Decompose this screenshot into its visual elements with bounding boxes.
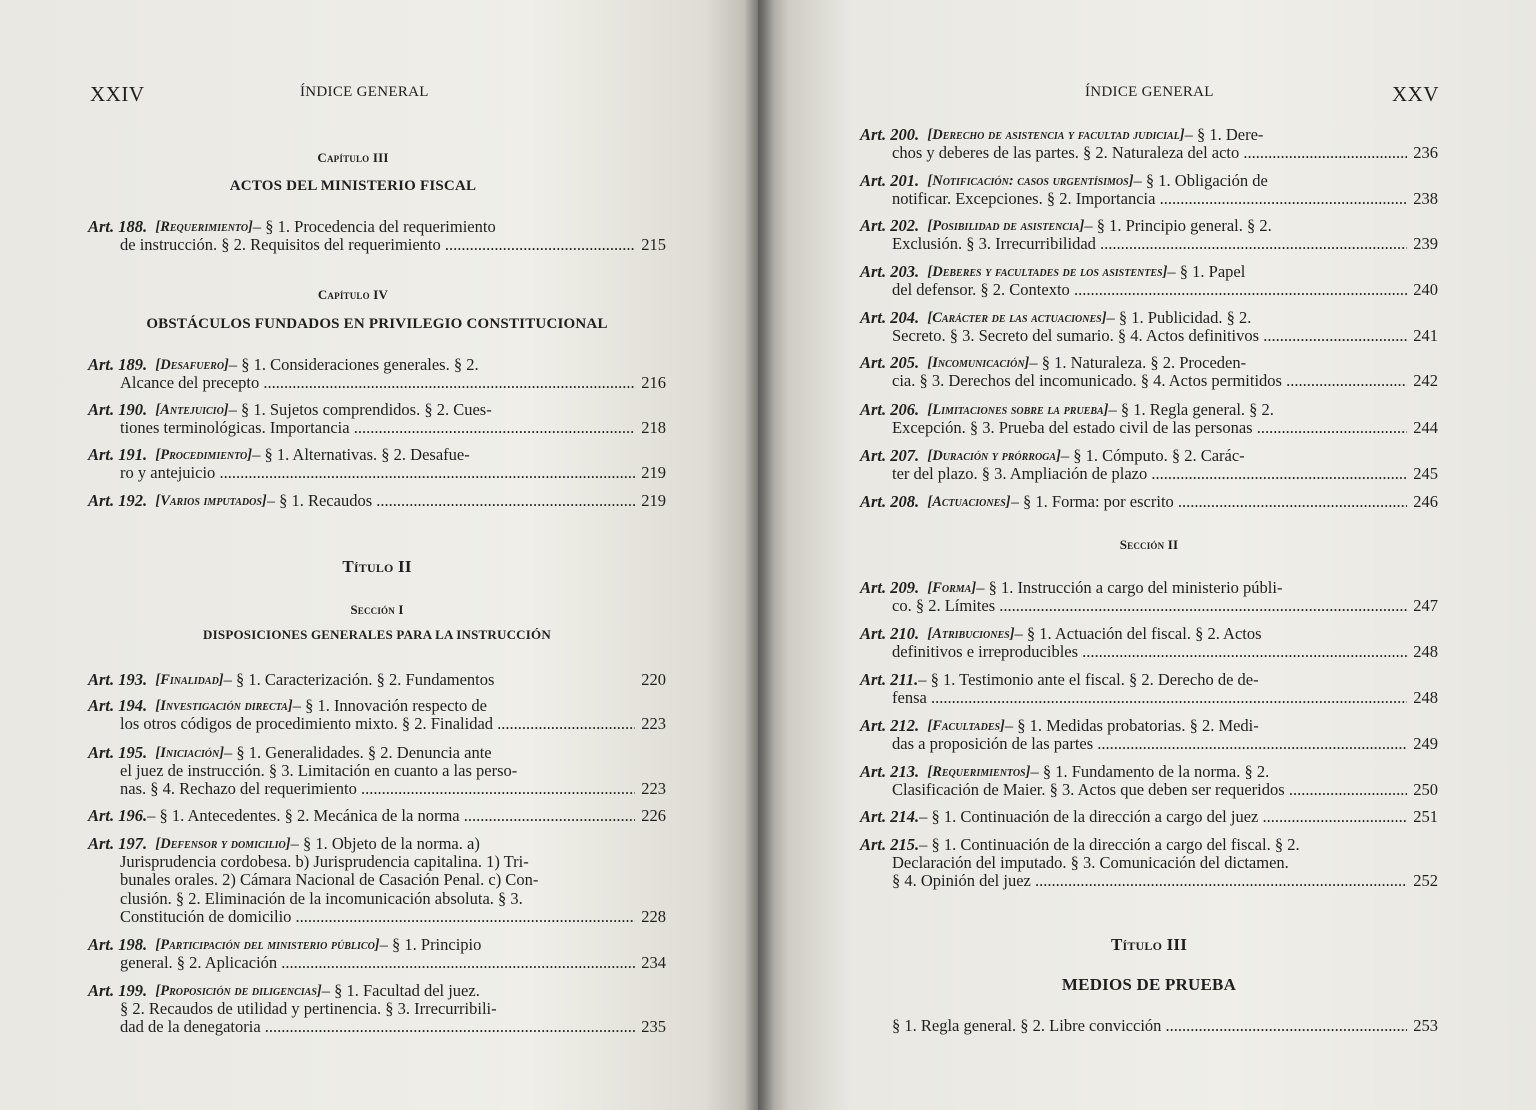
entry-text: notificar. Excepciones. § 2. Importancia ..... <box>892 190 1407 208</box>
article-number: Art. 189. <box>88 355 148 374</box>
entry-text: – § 1. Facultad del juez. <box>321 981 480 1000</box>
section-label: Sección I <box>350 602 404 617</box>
page-ref: 242 <box>1413 371 1438 391</box>
article-rubric: [Antejuicio] <box>155 402 229 418</box>
page-ref: 253 <box>1413 1016 1438 1035</box>
left-page <box>0 0 758 1110</box>
entry-text: ter del plazo. § 3. Ampliación de plazo ..... <box>892 465 1407 483</box>
article-rubric: [Actuaciones] <box>927 494 1011 510</box>
entry-text: – § 1. Testimonio ante el fiscal. § 2. Derecho de de- <box>918 670 1259 689</box>
book-gutter <box>744 0 774 1110</box>
chapter-title: ACTOS DEL MINISTERIO FISCAL <box>229 178 477 194</box>
article-number: Art. 201. <box>860 171 920 190</box>
toc-entry[interactable] <box>860 671 1438 707</box>
entry-text: – § 1. Alternativas. § 2. Desafue- <box>252 445 470 464</box>
entry-text: – § 1. Innovación respecto de <box>292 696 487 715</box>
article-number: Art. 198. <box>88 935 148 954</box>
article-rubric: [Notificación: casos urgentísimos] <box>927 173 1134 189</box>
page-ref: 234 <box>641 953 666 973</box>
entry-text: cia. § 3. Derechos del incomunicado. § 4. Actos permitidos ..... <box>892 372 1407 390</box>
entry-text: de instrucción. § 2. Requisitos del requerimiento ..... <box>120 236 635 254</box>
entry-text: Declaración del imputado. § 3. Comunicación del dictamen. <box>892 853 1289 873</box>
entry-text: – § 1. Antecedentes. § 2. Mecánica de la norma ..... <box>147 807 635 825</box>
article-rubric: [Investigación directa] <box>155 698 293 714</box>
article-number: Art. 203. <box>860 262 920 281</box>
toc-entry[interactable] <box>860 717 1438 753</box>
entry-text: dad de la denegatoria ..... <box>120 1018 635 1036</box>
page-ref: 247 <box>1413 596 1438 616</box>
page-ref: 219 <box>641 463 666 483</box>
entry-text: Jurisprudencia cordobesa. b) Jurisprudencia capitalina. 1) Tri- <box>120 852 529 872</box>
article-rubric: [Incomunicación] <box>927 355 1030 371</box>
right-page <box>758 0 1536 1110</box>
running-head: ÍNDICE GENERAL <box>1085 84 1214 100</box>
entry-text: § 4. Opinión del juez ..... <box>892 872 1407 890</box>
entry-text: – § 1. Papel <box>1167 262 1246 281</box>
entry-text: – § 1. Cómputo. § 2. Carác- <box>1060 446 1245 465</box>
entry-text: – § 1. Continuación de la dirección a cargo del juez ..... <box>919 808 1407 826</box>
page-ref: 216 <box>641 373 666 393</box>
toc-entry[interactable] <box>860 309 1438 345</box>
entry-text: – § 1. Fundamento de la norma. § 2. <box>1030 762 1270 781</box>
article-rubric: [Varios imputados] <box>155 493 267 509</box>
section-label: Sección II <box>1119 537 1179 552</box>
entry-text: el juez de instrucción. § 3. Limitación en cuanto a las perso- <box>120 761 518 781</box>
article-rubric: [Atribuciones] <box>927 626 1015 642</box>
toc-entry[interactable] <box>88 807 666 825</box>
entry-text: § 1. Regla general. § 2. Libre convicción ..... <box>892 1017 1407 1035</box>
entry-text: – § 1. Objeto de la norma. a) <box>290 834 480 853</box>
page-ref: 239 <box>1413 234 1438 254</box>
entry-text: – § 1. Consideraciones generales. § 2. <box>228 355 479 374</box>
page-ref: 240 <box>1413 280 1438 300</box>
page-number: XXIV <box>90 82 145 106</box>
toc-entry[interactable] <box>88 697 666 733</box>
running-head: ÍNDICE GENERAL <box>300 84 429 100</box>
toc-entry[interactable] <box>860 625 1438 661</box>
toc-entry[interactable] <box>892 1017 1438 1035</box>
article-number: Art. 207. <box>860 446 920 465</box>
entry-text: – § 1. Principio <box>379 935 482 954</box>
entry-text: chos y deberes de las partes. § 2. Naturaleza del acto ..... <box>892 144 1407 162</box>
title-label: Título II <box>342 557 412 576</box>
section-title: DISPOSICIONES GENERALES PARA LA INSTRUCCIÓN <box>203 627 551 642</box>
toc-entry[interactable] <box>88 982 666 1037</box>
article-number: Art. 188. <box>88 217 148 236</box>
page-ref: 244 <box>1413 418 1438 438</box>
article-rubric: [Forma] <box>927 580 977 596</box>
article-rubric: [Iniciación] <box>155 745 225 761</box>
entry-text: Alcance del precepto ..... <box>120 374 635 392</box>
toc-entry[interactable] <box>860 217 1438 253</box>
toc-entry[interactable] <box>860 401 1438 437</box>
page-ref: 248 <box>1413 642 1438 662</box>
article-number: Art. 194. <box>88 696 148 715</box>
article-number: Art. 211. <box>860 670 919 689</box>
entry-text: definitivos e irreproducibles ..... <box>892 643 1407 661</box>
entry-text: § 2. Recaudos de utilidad y pertinencia. § 3. Irrecurribili- <box>120 999 497 1019</box>
article-rubric: [Deberes y facultades de los asistentes] <box>927 264 1168 280</box>
entry-text: del defensor. § 2. Contexto ..... <box>892 281 1407 299</box>
article-rubric: [Participación del ministerio público] <box>155 937 380 953</box>
entry-text: – § 1. Instrucción a cargo del ministerio públi- <box>976 578 1283 597</box>
article-rubric: [Requerimientos] <box>927 764 1031 780</box>
page-ref: 236 <box>1413 143 1438 163</box>
entry-text: Clasificación de Maier. § 3. Actos que deben ser requeridos ..... <box>892 781 1407 799</box>
article-rubric: [Proposición de diligencias] <box>155 983 322 999</box>
article-number: Art. 205. <box>860 353 920 372</box>
article-rubric: [Duración y prórroga] <box>927 448 1061 464</box>
entry-text: – § 1. Dere- <box>1184 125 1264 144</box>
article-rubric: [Desafuero] <box>155 357 229 373</box>
toc-entry[interactable] <box>860 172 1438 208</box>
title-heading: MEDIOS DE PRUEBA <box>1061 975 1237 994</box>
entry-text: – § 1. Sujetos comprendidos. § 2. Cues- <box>228 400 492 419</box>
article-number: Art. 195. <box>88 743 148 762</box>
page-ref: 248 <box>1413 688 1438 708</box>
toc-entry[interactable] <box>860 808 1438 826</box>
page-ref: 250 <box>1413 780 1438 800</box>
entry-text: – § 1. Actuación del fiscal. § 2. Actos <box>1014 624 1262 643</box>
article-number: Art. 200. <box>860 125 920 144</box>
article-rubric: [Carácter de las actuaciones] <box>927 310 1107 326</box>
article-number: Art. 210. <box>860 624 920 643</box>
article-number: Art. 191. <box>88 445 148 464</box>
article-rubric: [Procedimiento] <box>155 447 253 463</box>
page-ref: 228 <box>641 906 666 926</box>
toc-entry[interactable] <box>88 671 666 689</box>
entry-text: Exclusión. § 3. Irrecurribilidad ..... <box>892 235 1407 253</box>
page-number: XXV <box>1392 82 1439 106</box>
chapter-label: Capítulo III <box>317 150 389 165</box>
article-rubric: [Posibilidad de asistencia] <box>927 218 1085 234</box>
page-ref: 249 <box>1413 734 1438 754</box>
chapter-title: OBSTÁCULOS FUNDADOS EN PRIVILEGIO CONSTITUCIONAL <box>146 316 608 332</box>
entry-text: general. § 2. Aplicación ..... <box>120 954 635 972</box>
entry-text: – § 1. Recaudos ..... <box>267 492 636 510</box>
entry-text: bunales orales. 2) Cámara Nacional de Casación Penal. c) Con- <box>120 870 539 890</box>
toc-entry[interactable] <box>860 763 1438 799</box>
page-ref: 223 <box>641 779 666 799</box>
toc-entry[interactable] <box>88 401 666 437</box>
toc-entry[interactable] <box>88 218 666 254</box>
article-number: Art. 212. <box>860 716 920 735</box>
page-ref: 219 <box>641 491 666 510</box>
entry-text: Constitución de domicilio ..... <box>120 908 635 926</box>
article-number: Art. 215. <box>860 835 920 854</box>
article-number: Art. 199. <box>88 981 148 1000</box>
toc-entry[interactable] <box>88 936 666 972</box>
toc-entry[interactable] <box>88 744 666 799</box>
entry-text: tiones terminológicas. Importancia ..... <box>120 419 635 437</box>
entry-text: – § 1. Caracterización. § 2. Fundamentos <box>223 670 495 689</box>
article-number: Art. 192. <box>88 491 148 510</box>
article-number: Art. 208. <box>860 492 920 511</box>
page-ref: 238 <box>1413 189 1438 209</box>
title-label: Título III <box>1110 935 1188 954</box>
article-number: Art. 202. <box>860 216 920 235</box>
toc-entry[interactable] <box>860 579 1438 615</box>
entry-text: – § 1. Continuación de la dirección a cargo del fiscal. § 2. <box>919 835 1300 854</box>
entry-text: co. § 2. Límites ..... <box>892 597 1407 615</box>
entry-text: – § 1. Medidas probatorias. § 2. Medi- <box>1004 716 1259 735</box>
entry-text: – § 1. Regla general. § 2. <box>1108 400 1274 419</box>
article-number: Art. 204. <box>860 308 920 327</box>
page-ref: 241 <box>1413 326 1438 346</box>
toc-entry[interactable] <box>88 835 666 926</box>
page-ref: 246 <box>1413 492 1438 511</box>
toc-entry[interactable] <box>88 492 666 510</box>
article-number: Art. 193. <box>88 670 148 689</box>
entry-text: ro y antejuicio ..... <box>120 464 635 482</box>
page-ref: 252 <box>1413 871 1438 891</box>
entry-text: – § 1. Generalidades. § 2. Denuncia ante <box>224 743 492 762</box>
page-ref: 215 <box>641 235 666 255</box>
article-rubric: [Defensor y domicilio] <box>155 836 291 852</box>
toc-entry[interactable] <box>860 263 1438 299</box>
page-ref: 226 <box>641 806 666 825</box>
page-ref: 220 <box>641 670 666 689</box>
entry-text: Excepción. § 3. Prueba del estado civil de las personas ..... <box>892 419 1407 437</box>
page-ref: 223 <box>641 714 666 734</box>
toc-entry[interactable] <box>860 447 1438 483</box>
toc-entry[interactable] <box>860 493 1438 511</box>
entry-text: – § 1. Forma: por escrito ..... <box>1011 493 1408 511</box>
article-number: Art. 209. <box>860 578 920 597</box>
article-number: Art. 190. <box>88 400 148 419</box>
toc-entry[interactable] <box>860 354 1438 390</box>
toc-entry[interactable] <box>860 836 1438 891</box>
entry-text: los otros códigos de procedimiento mixto. § 2. Finalidad ..... <box>120 715 635 733</box>
entry-text: – § 1. Naturaleza. § 2. Proceden- <box>1029 353 1247 372</box>
toc-entry[interactable] <box>88 356 666 392</box>
entry-text: nas. § 4. Rechazo del requerimiento ..... <box>120 780 635 798</box>
page-ref: 235 <box>641 1017 666 1037</box>
article-rubric: [Requerimiento] <box>155 219 253 235</box>
article-number: Art. 213. <box>860 762 920 781</box>
article-rubric: [Finalidad] <box>155 672 224 688</box>
entry-text: – § 1. Publicidad. § 2. <box>1106 308 1252 327</box>
entry-text: Secreto. § 3. Secreto del sumario. § 4. Actos definitivos ..... <box>892 327 1407 345</box>
page-ref: 218 <box>641 418 666 438</box>
entry-text: das a proposición de las partes ..... <box>892 735 1407 753</box>
entry-text: clusión. § 2. Eliminación de la incomunicación absoluta. § 3. <box>120 888 523 908</box>
page-ref: 251 <box>1413 807 1438 826</box>
entry-text: – § 1. Procedencia del requerimiento <box>252 217 496 236</box>
entry-text: fensa ..... <box>892 689 1407 707</box>
article-number: Art. 196. <box>88 806 148 825</box>
article-rubric: [Facultades] <box>927 718 1005 734</box>
article-rubric: [Derecho de asistencia y facultad judicial] <box>927 127 1185 143</box>
entry-text: – § 1. Obligación de <box>1133 171 1268 190</box>
article-number: Art. 206. <box>860 400 920 419</box>
toc-entry[interactable] <box>860 126 1438 162</box>
entry-text: – § 1. Principio general. § 2. <box>1084 216 1272 235</box>
article-number: Art. 214. <box>860 807 920 826</box>
article-rubric: [Limitaciones sobre la prueba] <box>927 402 1109 418</box>
page-ref: 245 <box>1413 464 1438 484</box>
chapter-label: Capítulo IV <box>317 287 389 302</box>
article-number: Art. 197. <box>88 834 148 853</box>
toc-entry[interactable] <box>88 446 666 482</box>
